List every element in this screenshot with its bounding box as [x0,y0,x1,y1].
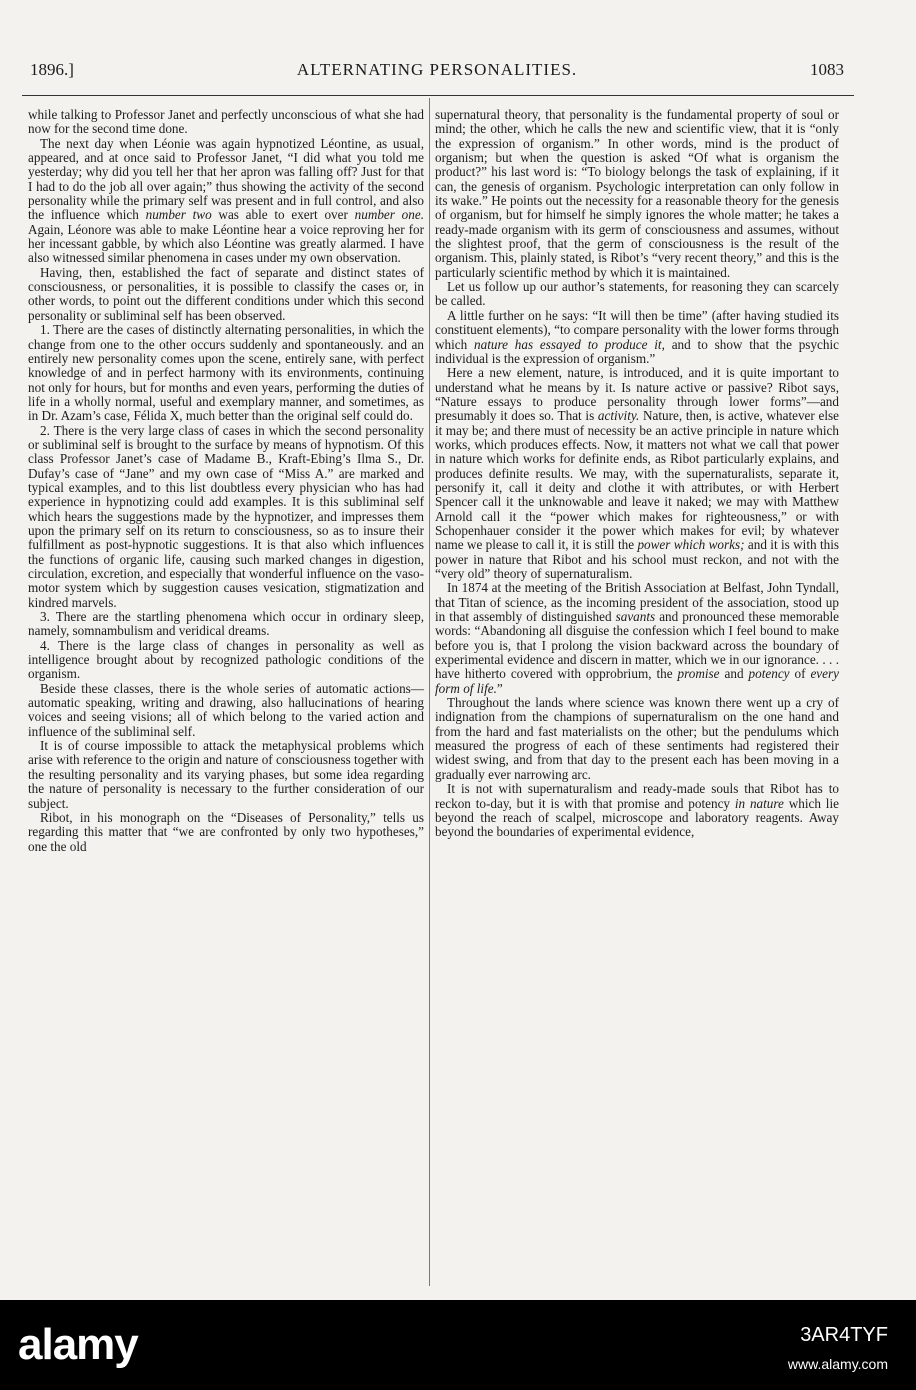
italic-text: power which works; [637,537,745,553]
paragraph [28,739,424,811]
paragraph [435,366,839,581]
text-run: Throughout the lands where science was known there went up a cry of indignation from the champions of supernaturalism on the one hand and from the hard and fast materialists on the other; but the pendulums which measured the progress of each of these sentiments had registered their widest swing, and from that day to the present each has been moving in a gradually ever narrowing arc. [435,695,839,782]
paragraph [28,323,424,423]
header-rule [22,95,854,96]
text-run: and to show that the psychic individual is the expression of organism.” [435,336,839,366]
text-run: and pronounced these memorable words: “Abandoning all disguise the confession which I feel bound to make before you is, that I prolong the vision backward across the boundary of experimental evidence and discern in matter, which we in our ignorance. . . . have hitherto covered with opprobrium, the [435,609,839,682]
text-run: of [789,666,811,682]
italic-text: number two [145,207,212,223]
watermark-banner [0,1300,916,1390]
paragraph [28,639,424,682]
text-run: Again, Léonore was able to make Léontine hear a voice reproving her for her incessant gabble, by which also Léontine was greatly alarmed. I have also witnessed similar phenomena in cases under my own observation. [28,221,424,266]
text-run: 3. There are the startling phenomena which occur in ordinary sleep, namely, somnambulism and veridical dreams. [28,609,424,639]
paragraph [435,280,839,309]
text-run: ” [496,680,503,696]
left-column [28,108,424,854]
header-title: ALTERNATING PERSONALITIES. [296,60,578,79]
header-page-number: 1083 [810,60,844,79]
paragraph [28,811,424,854]
paragraph [435,309,839,366]
text-run: and it is with this power in nature that Ribot and his school must reckon, and not with the “very old” theory of supernaturalism. [435,537,839,581]
text-run: supernatural theory, that personality is the fundamental property of soul or mind; the other, which he calls the new and scientific view, that it is “only the expression of organism.” In other words, mind is the product of organism; but when the question is asked “Of what is organism the product?” his last word is: “To biology belongs the task of explaining, if it can, the genesis of organism. Psychologic interpretation can only follow in its wake.” He points out the necessity for a reasonable theory for the genesis of organism, but for himself he simply ignores the whole matter; he takes a ready-made organism with its germ of consciousness and assumes, without the slightest proof, that the germ of consciousness is the result of the organism. This, plainly stated, is Ribot’s “very recent theory,” and this is the particularly scientific method by which it is maintained. [435,107,839,280]
text-run: Having, then, established the fact of separate and distinct states of consciousness, or personalities, it is possible to classify the cases or, in other words, to point out the different conditions under which this second personality or subliminal self has been observed. [28,264,424,323]
text-run: 2. There is the very large class of cases in which the second personality or subliminal self is brought to the surface by means of hypnotism. Of this class Professor Janet’s case of Madame B., Kraft-Ebing’s Ilma S., Dr. Dufay’s case of “Jane” and my own case of “Miss A.” are marked and typical examples, and to this list doubtless every physician who has had experience in hypnotizing could add examples. It is this subliminal self which hears the suggestions made by the hypnotizer, and impresses them upon the primary self on its return to consciousness, so as to insure their fulfillment as post-hypnotic suggestions. It is that also which influences the functions of organic life, causing such marked changes in digestion, circulation, excretion, and especially that wonderful influence on the vaso-motor system which by suggestion causes vesication, stigmatization and kindred marvels. [28,422,424,610]
image-id: 3AR4TYF [800,1324,888,1346]
text-run: In 1874 at the meeting of the British Association at Belfast, John Tyndall, that Titan of science, as the incoming president of the association, stood up in that assembly of distinguished [435,580,839,625]
right-column [435,108,839,840]
paragraph [28,610,424,639]
paragraph [435,108,839,280]
column-divider [429,98,430,1286]
text-run: Ribot, in his monograph on the “Diseases of Personality,” tells us regarding this matter that “we are confronted by only two hypotheses,” one the old [28,809,424,854]
text-run: Here a new element, nature, is introduced, and it is quite important to understand what he means by it. Is nature active or passive? Ribot says, “Nature essays to produce personality through lower forms”—and presumably it does so. That is [435,365,839,424]
paragraph [435,581,839,696]
site-url: www.alamy.com [787,1356,888,1372]
header-year: 1896.] [30,60,74,79]
text-run: A little further on he says: “It will then be time” (after having studied its constituent elements), “to compare personality with the lower forms through which [435,307,839,352]
italic-text: activity. [597,408,640,424]
paragraph [435,696,839,782]
running-header [30,60,844,86]
text-run: was able to exert over [211,207,355,223]
text-run: 4. There is the large class of changes in personality as well as intelligence brought about by recognized pathologic conditions of the organism. [28,637,424,682]
paragraph [435,782,839,839]
text-run: Nature, then, is active, whatever else it may be; and there must of necessity be an active principle in nature which works, which produces effects. Now, it matters not what we call that power in nature which works for definite ends, as Ribot particularly explains, and produces definite results. We may, with the supernaturalists, separate it, personify it, call it deity and clothe it with attributes, or with Herbert Spencer call it the unknowable and leave it naked; we may with Matthew Arnold call it the “power which makes for righteousness,” or with Schopenhauer consider it the power which makes for evil; by whatever name we please to call it, it is still the [435,408,839,553]
italic-text: nature has essayed to produce it, [474,336,665,352]
text-run: It is of course impossible to attack the metaphysical problems which arise with reference to the origin and nature of consciousness together with the resulting personality and its varying phases, but some idea regarding the nature of personality is necessary to the further consideration of our subject. [28,738,424,811]
alamy-logo: alamy [18,1320,138,1369]
paragraph [28,108,424,137]
italic-text: number one. [354,207,424,223]
italic-text: promise [677,666,720,682]
text-run: while talking to Professor Janet and perfectly unconscious of what she had now for the second time done. [28,107,424,137]
text-run: The next day when Léonie was again hypnotized Léontine, as usual, appeared, and at once said to Professor Janet, “I did what you told me yesterday; why did you tell her that her apron was falling off? Just for that I had to do the job all over again;” thus showing the activity of the second personality while the primary self was present and in full control, and also the influence which [28,135,424,223]
paragraph [28,266,424,323]
italic-text: potency [748,666,790,682]
paragraph [28,682,424,739]
text-run: It is not with supernaturalism and ready-made souls that Ribot has to reckon to-day, but it is with that promise and potency [435,781,839,811]
paragraph [28,137,424,266]
paragraph [28,424,424,610]
text-run: 1. There are the cases of distinctly alternating personalities, in which the change from one to the other occurs suddenly and spontaneously. and an entirely new personality comes upon the scene, entirely sane, with perfect knowledge of and in perfect harmony with its environments, continuing not only for hours, but for months and even years, performing the duties of life in a wholly normal, useful and exemplary manner, and sometimes, as in Dr. Azam’s case, Félida X, much better than the original self could do. [28,322,424,424]
italic-text: in nature [734,795,784,811]
text-run: Beside these classes, there is the whole series of automatic actions—automatic speaking, writing and drawing, also hallucinations of hearing voices and seeing visions; all of which belong to the varied action and influence of the subliminal self. [28,680,424,739]
text-run: which lie beyond the reach of scalpel, microscope and laboratory reagents. Away beyond the boundaries of experimental evidence, [435,795,839,840]
italic-text: every form of life. [435,666,839,696]
text-run: Let us follow up our author’s statements, for reasoning they can scarcely be called. [435,279,839,309]
italic-text: savants [615,609,656,625]
text-run: and [719,666,749,682]
